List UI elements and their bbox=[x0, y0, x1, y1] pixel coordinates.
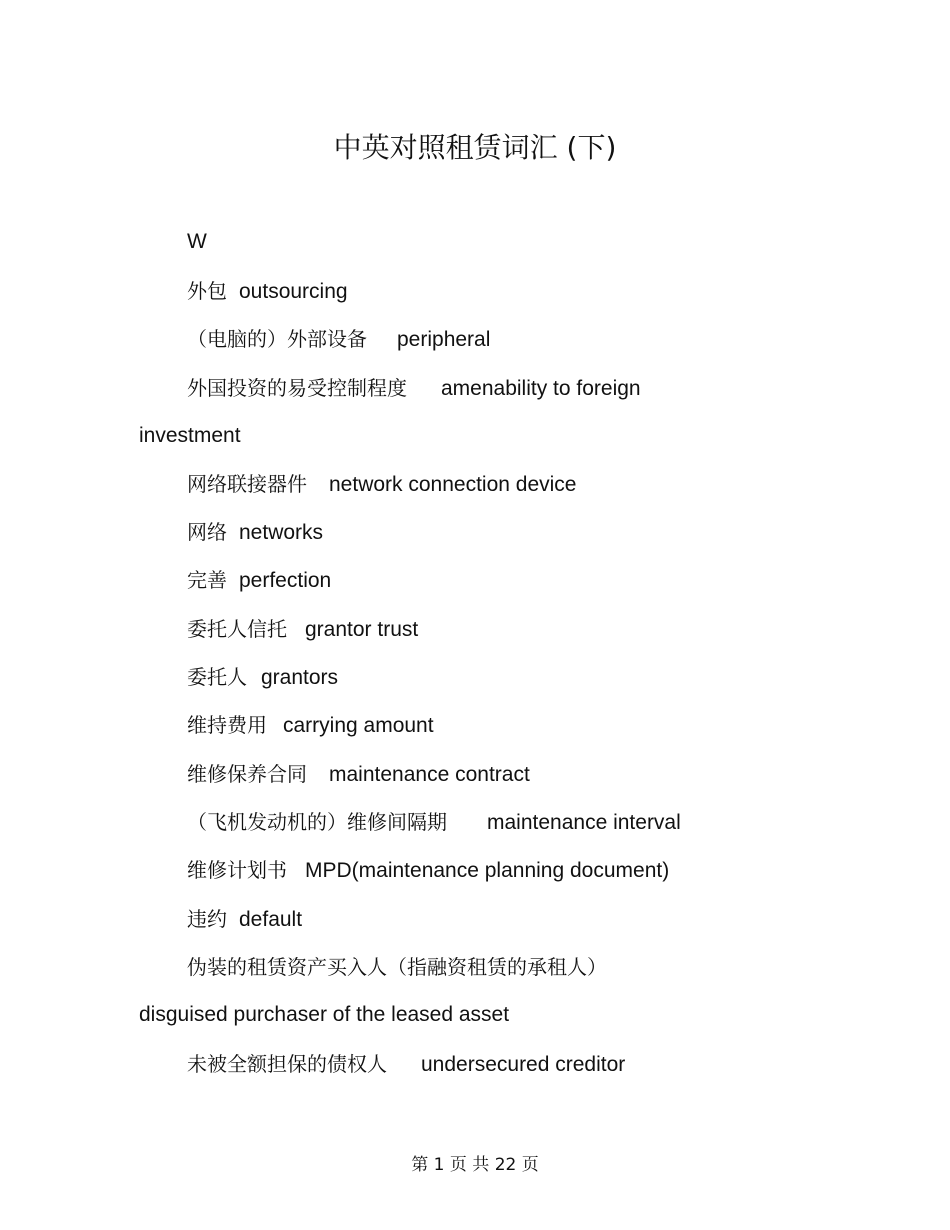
entry-english: amenability to foreign bbox=[441, 377, 641, 400]
entry-english: grantor trust bbox=[305, 618, 419, 641]
glossary-entry bbox=[187, 277, 348, 306]
glossary-entry bbox=[187, 615, 418, 644]
section-letter: W bbox=[187, 230, 207, 253]
entry-english: maintenance interval bbox=[487, 811, 681, 834]
entry-english: grantors bbox=[261, 666, 339, 689]
entry-english: default bbox=[239, 908, 303, 931]
glossary-entry bbox=[187, 566, 331, 595]
glossary-entry bbox=[187, 808, 681, 837]
glossary-entry bbox=[187, 374, 641, 403]
entry-chinese: 网络 bbox=[187, 520, 227, 544]
entry-chinese: 委托人信托 bbox=[187, 617, 287, 641]
entry-chinese: 违约 bbox=[187, 907, 227, 931]
glossary-entry bbox=[187, 325, 490, 354]
entry-english: networks bbox=[239, 521, 324, 544]
glossary-entry bbox=[187, 470, 576, 499]
glossary-entry bbox=[187, 760, 530, 789]
entry-chinese: 委托人 bbox=[187, 665, 247, 689]
glossary-entry bbox=[187, 1050, 625, 1079]
entry-english: carrying amount bbox=[283, 714, 434, 737]
entry-chinese: 网络联接器件 bbox=[187, 472, 307, 496]
entry-english: outsourcing bbox=[239, 280, 348, 303]
glossary-entry bbox=[187, 711, 434, 740]
page-footer: 第 1 页 共 22 页 bbox=[411, 1155, 539, 1175]
glossary-entry bbox=[187, 953, 607, 982]
entry-chinese: 外国投资的易受控制程度 bbox=[187, 376, 407, 400]
entry-english: MPD(maintenance planning document) bbox=[305, 859, 670, 882]
entry-english: maintenance contract bbox=[329, 763, 530, 786]
entry-english: perfection bbox=[239, 569, 332, 592]
entry-english: network connection device bbox=[329, 473, 577, 496]
glossary-entry bbox=[187, 518, 323, 547]
entry-english: undersecured creditor bbox=[421, 1053, 626, 1076]
entry-chinese: （飞机发动机的）维修间隔期 bbox=[187, 810, 447, 834]
entry-chinese: 未被全额担保的债权人 bbox=[187, 1052, 387, 1076]
entry-english: peripheral bbox=[397, 328, 491, 351]
glossary-entry bbox=[187, 663, 338, 692]
glossary-entry bbox=[187, 905, 302, 934]
entry-chinese: 维修保养合同 bbox=[187, 762, 307, 786]
page-title: 中英对照租赁词汇 (下) bbox=[333, 131, 617, 164]
glossary-entry bbox=[187, 856, 669, 885]
entry-chinese: 维持费用 bbox=[187, 713, 267, 737]
entry-chinese: 外包 bbox=[187, 279, 227, 303]
entry-english-continuation: disguised purchaser of the leased asset bbox=[139, 1003, 510, 1026]
entry-chinese: （电脑的）外部设备 bbox=[187, 327, 367, 351]
entry-chinese: 维修计划书 bbox=[187, 858, 287, 882]
entry-chinese: 完善 bbox=[187, 568, 227, 592]
entry-chinese: 伪装的租赁资产买入人（指融资租赁的承租人） bbox=[187, 955, 607, 979]
entry-english-continuation: investment bbox=[139, 424, 241, 447]
